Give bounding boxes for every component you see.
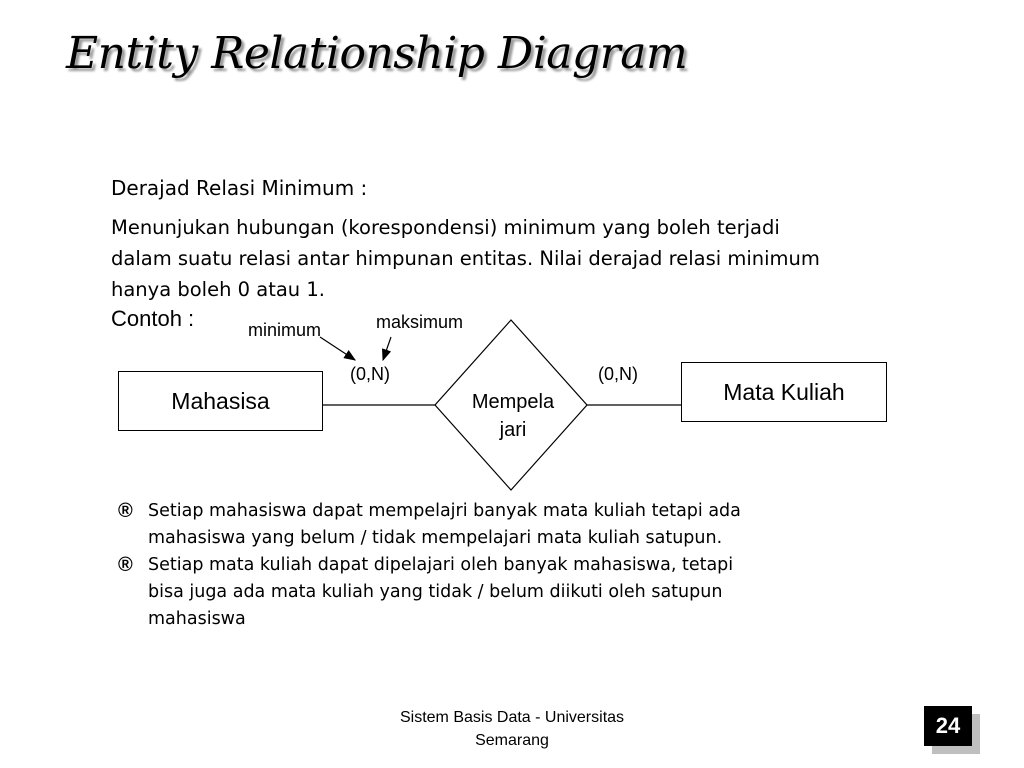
note-line: Setiap mata kuliah dapat dipelajari oleh banyak mahasiswa, tetapi (148, 555, 734, 575)
footer-line: Sistem Basis Data - Universitas (399, 709, 625, 726)
definition-line: Menunjukan hubungan (korespondensi) minimum yang boleh terjadi (111, 216, 780, 239)
entity-mahasiswa (118, 371, 323, 431)
arrow-maksimum (383, 337, 391, 360)
annotation-minimum: minimum (248, 320, 322, 340)
definition-line: dalam suatu relasi antar himpunan entitas. Nilai derajad relasi minimum (111, 247, 820, 270)
section-heading: Derajad Relasi Minimum : (111, 176, 368, 200)
example-label: Contoh : (111, 306, 195, 331)
note-line: mahasiswa (148, 609, 246, 629)
definition-line: hanya boleh 0 atau 1. (111, 278, 325, 301)
footer-line: Semarang (475, 732, 549, 749)
note-item (118, 498, 741, 552)
note-line: mahasiswa yang belum / tidak mempelajari mata kuliah satupun. (148, 528, 723, 548)
entity-label: Mata Kuliah (723, 378, 845, 405)
relationship-label-line: Mempela (471, 391, 555, 413)
cardinality-left: (0,N) (350, 364, 390, 384)
note-line: Setiap mahasiswa dapat mempelajri banyak mata kuliah tetapi ada (148, 501, 741, 521)
annotation-maksimum: maksimum (376, 312, 464, 332)
cardinality-right: (0,N) (598, 364, 638, 384)
entity-label: Mahasisa (171, 387, 270, 414)
page-number-badge (924, 706, 972, 746)
footer-text (362, 706, 662, 752)
relationship-label (440, 388, 586, 444)
registered-mark-icon: ® (118, 500, 133, 522)
notes-list (118, 498, 741, 633)
page-number: 24 (924, 706, 972, 746)
note-item (118, 552, 741, 633)
relationship-label-line: jari (499, 419, 527, 441)
slide-title: Entity Relationship Diagram (66, 28, 688, 79)
note-line: bisa juga ada mata kuliah yang tidak / belum diikuti oleh satupun (148, 582, 723, 602)
registered-mark-icon: ® (118, 554, 133, 576)
entity-mata-kuliah (681, 362, 887, 422)
arrow-minimum (320, 337, 355, 360)
